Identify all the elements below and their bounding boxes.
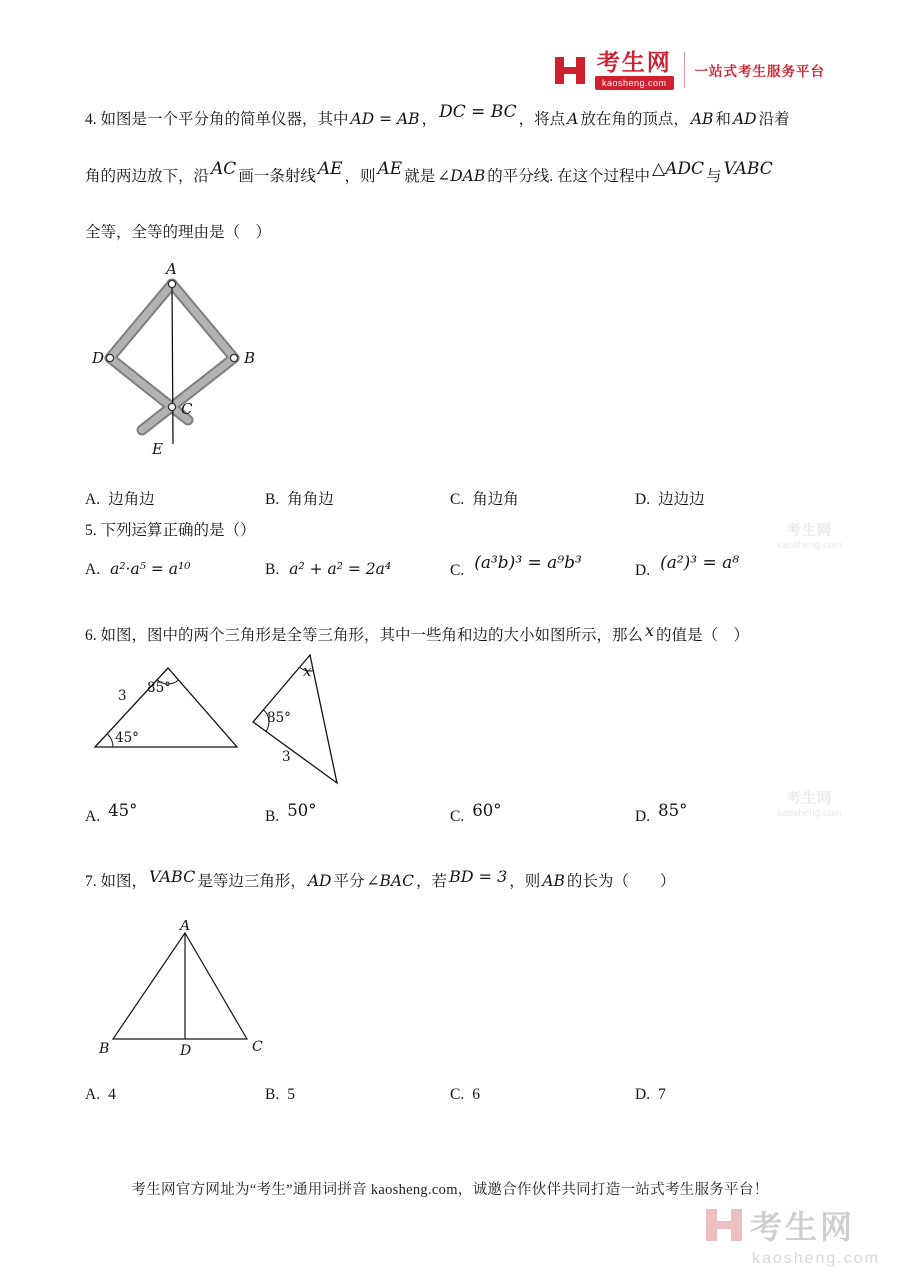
vertex-label-b: B	[99, 1041, 110, 1057]
q7-text: 平分	[333, 873, 365, 890]
vertex-label-b: B	[244, 349, 256, 367]
option-letter: C.	[450, 491, 465, 508]
watermark-brand: 考生网	[749, 1209, 855, 1245]
option-math: 60°	[472, 801, 502, 820]
brand-domain-badge: kaosheng.com	[595, 76, 674, 90]
q4-line-3: 全等，全等的理由是（ ）	[85, 224, 272, 241]
vertex-label-c: C	[181, 400, 193, 418]
option-letter: C.	[450, 562, 465, 579]
q4-math-angle-dab: ∠DAB	[437, 167, 486, 185]
option-text: 5	[287, 1086, 295, 1103]
option-math: 50°	[287, 801, 317, 820]
q4-text: ，	[421, 111, 438, 128]
q4-option-b	[265, 487, 450, 509]
q7-option-a	[85, 1086, 265, 1104]
q4-option-c	[450, 487, 635, 509]
q7-option-c	[450, 1086, 635, 1104]
q4-math-dc-bc: DC = BC	[439, 102, 517, 122]
option-text: 6	[472, 1086, 480, 1103]
q7-text: 7. 如图，	[85, 873, 148, 890]
option-letter: D.	[635, 1086, 651, 1103]
option-letter: B.	[265, 1086, 280, 1103]
option-letter: A.	[85, 1086, 101, 1103]
right-apex-angle-label: x	[303, 662, 312, 680]
q4-text: 放在角的顶点，	[580, 111, 689, 128]
watermark-domain: kaosheng.com	[776, 540, 842, 551]
option-math: 85°	[658, 801, 688, 820]
option-text: 4	[108, 1086, 116, 1103]
vertex-label-e: E	[152, 440, 163, 458]
brand-name: 考生网	[596, 49, 672, 75]
logo-divider	[684, 52, 685, 88]
q4-math-a: A	[567, 110, 579, 128]
triangle-abc	[113, 933, 247, 1039]
q5-option-c	[450, 553, 635, 580]
ray-ae	[172, 284, 173, 444]
watermark-mini	[777, 788, 842, 819]
option-letter: D.	[635, 808, 651, 825]
kaosheng-h-icon-watermark	[706, 1209, 742, 1241]
q7-math-angle-bac: ∠BAC	[366, 872, 414, 890]
q4-line-2	[85, 159, 830, 190]
q7-text: ，若	[415, 873, 447, 890]
header-logo	[555, 50, 825, 90]
option-letter: C.	[450, 808, 465, 825]
q7-math-ab: AB	[542, 872, 565, 890]
q4-math-ab: AB	[690, 110, 714, 128]
vertex-label-a: A	[166, 260, 177, 278]
option-letter: C.	[450, 1086, 465, 1103]
q4-options	[85, 487, 845, 509]
watermark-domain: kaosheng.com	[751, 1250, 880, 1267]
right-triangle	[253, 655, 337, 783]
q4-math-ad-ab: AD = AB	[350, 110, 420, 128]
q7-math-ad: AD	[307, 872, 332, 890]
q4-text: 的平分线. 在这个过程中	[487, 168, 650, 185]
vertex-label-d: D	[92, 349, 105, 367]
question-7-stem	[85, 868, 830, 925]
left-apex-angle-label: 85°	[147, 680, 171, 696]
option-text: 角边角	[472, 491, 519, 508]
q4-math-tri-abc: VABC	[723, 159, 773, 179]
footer-text: 考生网官方网址为“考生”通用词拼音 kaosheng.com，诚邀合作伙伴共同打造一站式考生服务平台！	[131, 1182, 769, 1198]
vertex-label-c: C	[252, 1039, 263, 1055]
option-letter: D.	[635, 491, 651, 508]
q6-triangles-figure	[85, 645, 405, 795]
brand-block	[595, 50, 674, 90]
right-left-angle-label: 85°	[267, 710, 291, 726]
option-math: (a²)³ = a⁸	[660, 553, 740, 573]
vertex-label-a: A	[180, 920, 191, 934]
option-letter: A.	[85, 491, 101, 508]
q7-option-d	[635, 1086, 845, 1104]
q7-text: 是等边三角形，	[197, 873, 306, 890]
q4-text: 角的两边放下，沿	[85, 168, 210, 185]
q7-math-bd-3: BD = 3	[448, 867, 508, 886]
kaosheng-h-icon	[555, 57, 585, 84]
q7-text: ，则	[509, 873, 541, 890]
watermark-mini	[777, 520, 842, 551]
q6-math-x: x	[645, 621, 655, 640]
q7-option-b	[265, 1086, 450, 1104]
q4-math-ad: AD	[732, 110, 757, 128]
option-text: 7	[658, 1086, 666, 1103]
q7-line	[85, 868, 830, 895]
option-letter: A.	[85, 808, 101, 825]
q6-options	[85, 801, 845, 826]
option-text: 边边边	[658, 491, 705, 508]
watermark-bottom-right	[706, 1202, 880, 1268]
q4-line-1	[85, 102, 830, 133]
q4-text: 沿着	[758, 111, 790, 128]
option-math: (a³b)³ = a⁹b³	[474, 553, 582, 573]
q7-options	[85, 1086, 845, 1104]
q4-text: ，将点	[518, 111, 566, 128]
q6-option-b	[265, 801, 450, 826]
q5-options	[85, 553, 845, 580]
left-base-angle-arc	[107, 734, 113, 747]
q4-text: 画一条射线	[238, 168, 316, 185]
q4-option-a	[85, 487, 265, 509]
option-math: 45°	[108, 801, 138, 820]
q5-option-d	[635, 553, 845, 580]
q4-math-ac: AC	[211, 159, 237, 179]
option-text: 角角边	[287, 491, 334, 508]
right-side-label: 3	[282, 749, 291, 765]
q7-text: 的长为（ ）	[566, 873, 676, 890]
q7-triangle-figure	[95, 920, 285, 1065]
q5-option-b	[265, 560, 450, 580]
watermark-domain: kaosheng.com	[776, 808, 842, 819]
option-letter: B.	[265, 561, 280, 578]
q6-text: 6. 如图，图中的两个三角形是全等三角形，其中一些角和边的大小如图所示，那么	[85, 627, 644, 644]
q6-option-a	[85, 801, 265, 826]
option-letter: A.	[85, 561, 101, 578]
q5-text: 5. 下列运算正确的是（）	[85, 522, 256, 539]
q4-option-d	[635, 487, 845, 509]
watermark-brand: 考生网	[786, 522, 832, 538]
q6-text: 的值是（ ）	[656, 627, 750, 644]
q6-option-c	[450, 801, 635, 826]
q4-text: ，则	[344, 168, 376, 185]
q4-math-ae2: AE	[377, 159, 403, 179]
q4-math-tri-adc: △ADC	[652, 159, 704, 179]
question-4-stem	[85, 102, 830, 276]
left-base-angle-label: 45°	[115, 730, 139, 746]
option-math: a² + a² = 2a⁴	[289, 560, 392, 578]
brand-tagline: 一站式考生服务平台	[694, 64, 825, 79]
vertex-label-d: D	[180, 1043, 192, 1059]
option-math: a²·a⁵ = a¹⁰	[110, 560, 191, 578]
option-letter: B.	[265, 808, 280, 825]
q4-text: 和	[715, 111, 731, 128]
q4-instrument-figure	[88, 258, 263, 463]
q7-math-tri-abc: VABC	[149, 867, 196, 886]
q4-text: 与	[706, 168, 722, 185]
option-letter: D.	[635, 562, 651, 579]
q5-option-a	[85, 560, 265, 580]
option-letter: B.	[265, 491, 280, 508]
q4-text: 4. 如图是一个平分角的简单仪器，其中	[85, 111, 349, 128]
q4-text: 就是	[404, 168, 436, 185]
watermark-brand: 考生网	[786, 790, 832, 806]
left-side-label: 3	[118, 688, 127, 704]
option-text: 边角边	[108, 491, 155, 508]
q4-math-ae1: AE	[317, 159, 343, 179]
